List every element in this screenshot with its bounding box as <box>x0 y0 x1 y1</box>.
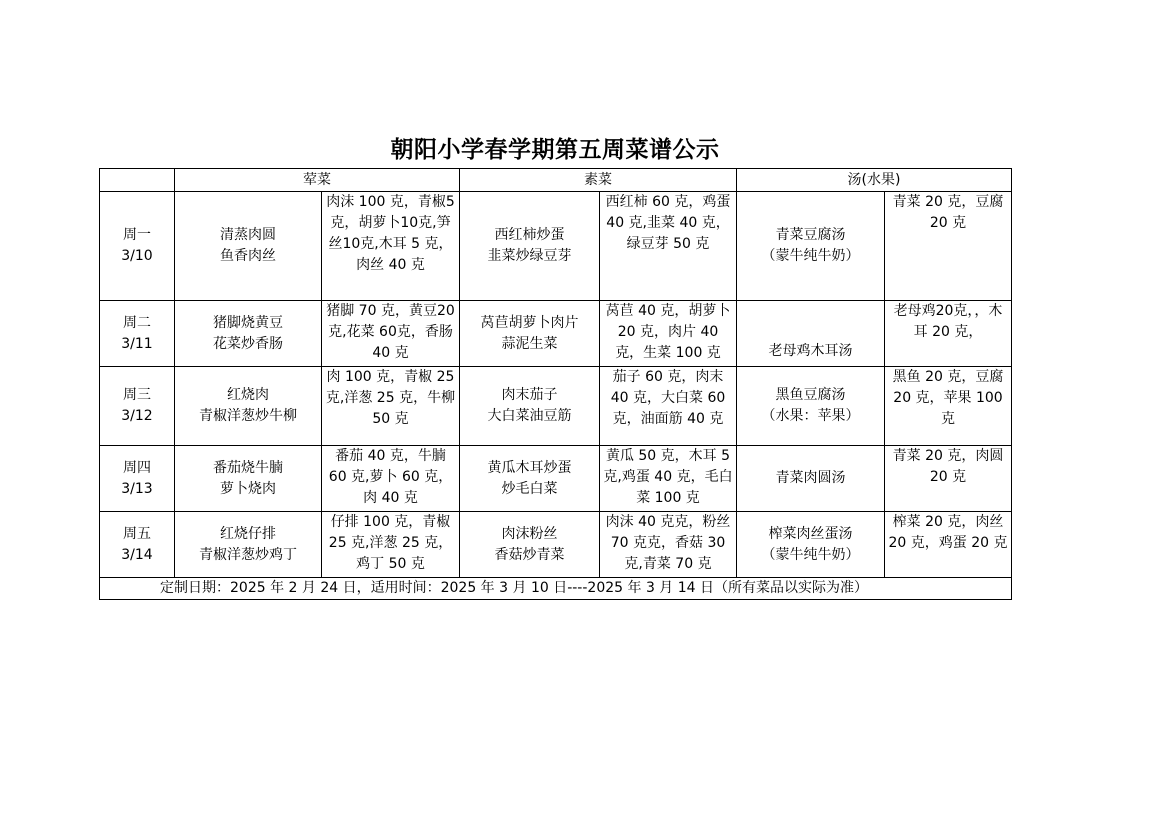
day-cell <box>100 367 175 446</box>
table-row <box>100 367 1012 446</box>
header-veg: 素菜 <box>460 169 737 192</box>
footer-note: 定制日期：2025 年 2 月 24 日，适用时间：2025 年 3 月 10 日----2025 年 3 月 14 日（所有菜品以实际为准） <box>100 578 1012 600</box>
day-label: 周五 <box>123 525 151 542</box>
meat-dishes: 番茄烧牛腩 萝卜烧肉 <box>175 446 322 512</box>
day-cell <box>100 446 175 512</box>
table-row <box>100 301 1012 367</box>
meat-ingredients: 仔排 100 克，青椒 25 克,洋葱 25 克，鸡丁 50 克 <box>322 512 460 578</box>
soup-ingredients: 榨菜 20 克，肉丝 20 克，鸡蛋 20 克 <box>885 512 1012 578</box>
header-row <box>100 169 1012 192</box>
date-label: 3/14 <box>121 546 153 563</box>
soup-ingredients: 老母鸡20克，，木耳 20 克， <box>885 301 1012 367</box>
header-blank <box>100 169 175 192</box>
meat-ingredients: 猪脚 70 克，黄豆20克,花菜 60克，香肠 40 克 <box>322 301 460 367</box>
veg-dishes: 黄瓜木耳炒蛋 炒毛白菜 <box>460 446 600 512</box>
table-row <box>100 446 1012 512</box>
day-cell <box>100 192 175 301</box>
table-row <box>100 192 1012 301</box>
veg-ingredients: 茄子 60 克，肉末 40 克，大白菜 60 克，油面筋 40 克 <box>600 367 737 446</box>
soup-dishes: 青菜肉圆汤 <box>737 446 885 512</box>
soup-dishes: 老母鸡木耳汤 <box>737 301 885 367</box>
meat-dishes: 清蒸肉圆 鱼香肉丝 <box>175 192 322 301</box>
veg-dishes: 莴苣胡萝卜肉片 蒜泥生菜 <box>460 301 600 367</box>
meat-ingredients: 肉 100 克，青椒 25 克,洋葱 25 克，牛柳 50 克 <box>322 367 460 446</box>
soup-dishes: 黑鱼豆腐汤 （水果：苹果） <box>737 367 885 446</box>
day-cell <box>100 512 175 578</box>
soup-dishes: 榨菜肉丝蛋汤 （蒙牛纯牛奶） <box>737 512 885 578</box>
date-label: 3/10 <box>121 248 153 264</box>
table-row <box>100 512 1012 578</box>
header-soup: 汤(水果) <box>737 169 1012 192</box>
day-label: 周三 <box>123 387 151 403</box>
soup-ingredients: 青菜 20 克，肉圆 20 克 <box>885 446 1012 512</box>
veg-dishes: 肉沫粉丝 香菇炒青菜 <box>460 512 600 578</box>
date-label: 3/13 <box>121 480 153 497</box>
day-label: 周四 <box>123 459 151 476</box>
meat-dishes: 红烧肉 青椒洋葱炒牛柳 <box>175 367 322 446</box>
soup-dishes: 青菜豆腐汤 （蒙牛纯牛奶） <box>737 192 885 301</box>
date-label: 3/11 <box>121 335 153 352</box>
date-label: 3/12 <box>121 408 153 424</box>
day-label: 周二 <box>123 314 151 331</box>
veg-ingredients: 莴苣 40 克，胡萝卜 20 克，肉片 40 克，生菜 100 克 <box>600 301 737 367</box>
meat-ingredients: 肉沫 100 克，青椒5 克，胡萝卜10克,笋丝10克,木耳 5 克，肉丝 40 克 <box>322 192 460 301</box>
meat-ingredients: 番茄 40 克，牛腩 60 克,萝卜 60 克，肉 40 克 <box>322 446 460 512</box>
meat-dishes: 红烧仔排 青椒洋葱炒鸡丁 <box>175 512 322 578</box>
veg-ingredients: 西红柿 60 克，鸡蛋 40 克,韭菜 40 克，绿豆芽 50 克 <box>600 192 737 301</box>
veg-ingredients: 肉沫 40 克克，粉丝 70 克克，香菇 30 克,青菜 70 克 <box>600 512 737 578</box>
veg-dishes: 肉末茄子 大白菜油豆筋 <box>460 367 600 446</box>
menu-table <box>99 168 1012 600</box>
header-meat: 荤菜 <box>175 169 460 192</box>
footer-row <box>100 578 1012 600</box>
soup-ingredients: 青菜 20 克，豆腐 20 克 <box>885 192 1012 301</box>
veg-ingredients: 黄瓜 50 克，木耳 5 克,鸡蛋 40 克，毛白菜 100 克 <box>600 446 737 512</box>
meat-dishes: 猪脚烧黄豆 花菜炒香肠 <box>175 301 322 367</box>
soup-ingredients: 黑鱼 20 克，豆腐 20 克，苹果 100 克 <box>885 367 1012 446</box>
day-cell <box>100 301 175 367</box>
page-title: 朝阳小学春学期第五周菜谱公示 <box>390 136 720 163</box>
day-label: 周一 <box>123 227 151 243</box>
veg-dishes: 西红柿炒蛋 韭菜炒绿豆芽 <box>460 192 600 301</box>
